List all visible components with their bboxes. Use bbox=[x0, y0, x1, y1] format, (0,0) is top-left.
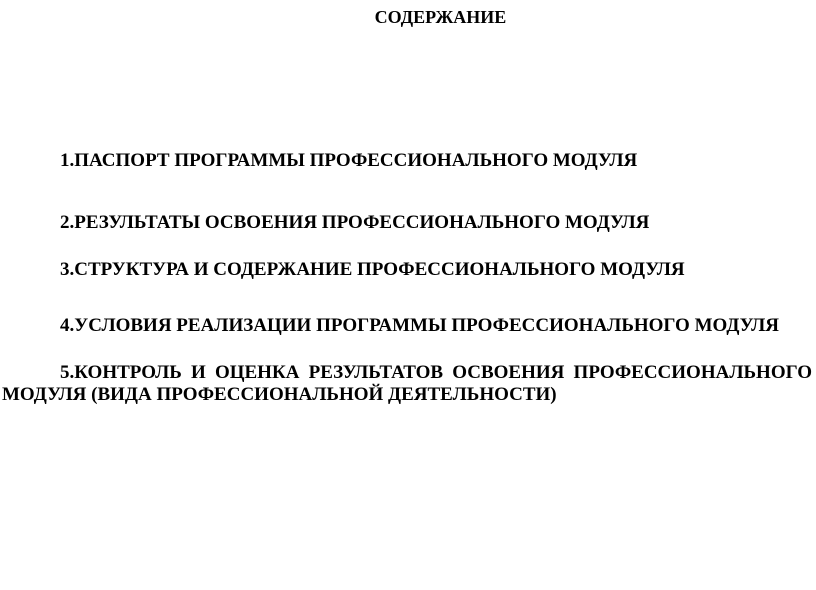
table-of-contents bbox=[2, 150, 812, 431]
toc-item-1: 1.ПАСПОРТ ПРОГРАММЫ ПРОФЕССИОНАЛЬНОГО МОДУЛЯ bbox=[60, 150, 638, 171]
page-title: СОДЕРЖАНИЕ bbox=[374, 7, 507, 27]
toc-item-2: 2.РЕЗУЛЬТАТЫ ОСВОЕНИЯ ПРОФЕССИОНАЛЬНОГО МОДУЛЯ bbox=[60, 212, 650, 233]
toc-item-5: 5.КОНТРОЛЬ И ОЦЕНКА РЕЗУЛЬТАТОВ ОСВОЕНИЯ ПРОФЕССИОНАЛЬНОГО МОДУЛЯ (ВИДА ПРОФЕССИОНАЛЬНОЙ ДЕЯТЕЛЬНОСТИ) bbox=[2, 362, 812, 405]
toc-item-3: 3.СТРУКТУРА И СОДЕРЖАНИЕ ПРОФЕССИОНАЛЬНОГО МОДУЛЯ bbox=[60, 259, 685, 280]
toc-item-4: 4.УСЛОВИЯ РЕАЛИЗАЦИИ ПРОГРАММЫ ПРОФЕССИОНАЛЬНОГО МОДУЛЯ bbox=[60, 315, 779, 336]
